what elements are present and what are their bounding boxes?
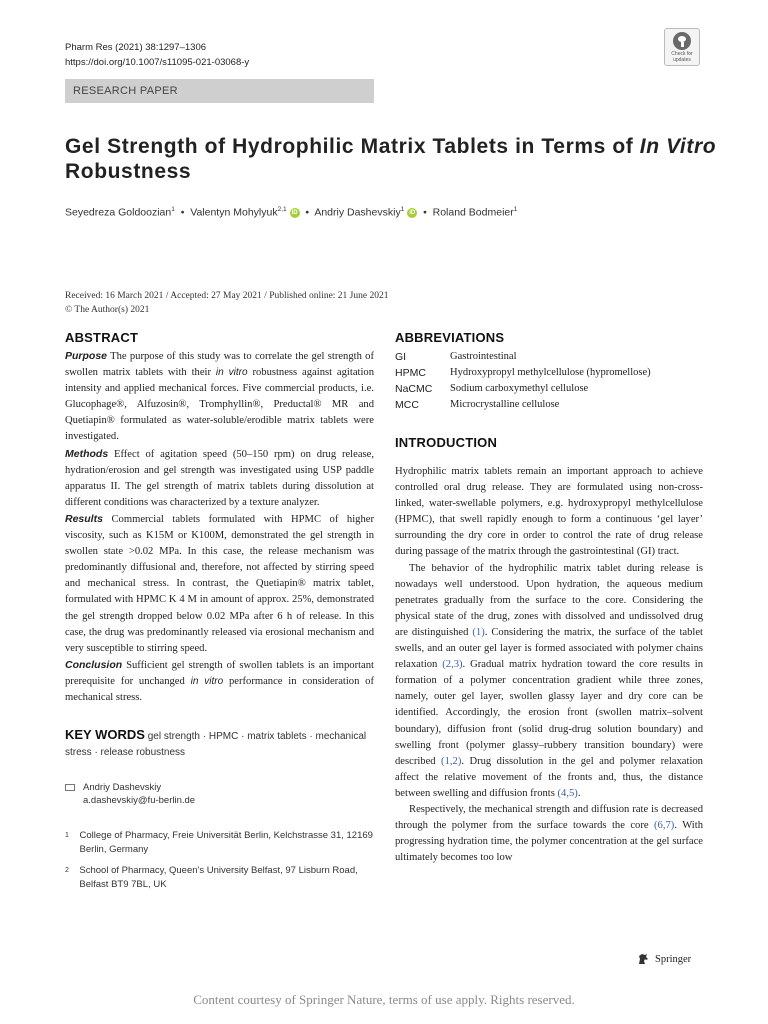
check-for-updates-label: Check for updates: [671, 51, 693, 63]
introduction-section: [395, 435, 703, 866]
abbreviation-row: HPMC Hydroxypropyl methylcellulose (hypromellose): [395, 367, 651, 379]
check-for-updates-badge[interactable]: [664, 28, 700, 66]
paper-title: [65, 134, 725, 184]
author-name[interactable]: Roland Bodmeier: [432, 206, 514, 219]
citation-link[interactable]: (1,2): [441, 755, 462, 767]
author-affil-sup: 1: [400, 206, 405, 213]
dates-line: Received: 16 March 2021 / Accepted: 27 May 2021 / Published online: 21 June 2021: [65, 291, 389, 301]
author-list: Seyedreza Goldoozian$^1$ • Valentyn Mohylyuk$^{2,1}$ iD • Andriy Dashevskiy$^1$ iD • Roland Bodmeier$^1$: [65, 206, 518, 219]
abstract-purpose: Purpose The purpose of this study was to correlate the gel strength of swollen matrix tablets with their in vitro robustness against agitation intensity and applied mechanical forces. Five commercial products, i.e. Glucophage®, Alfuzosin®, Tromphyllin®, Preductal® MR and Quetiapin® formulated as water-soluble/erodible matrix tablets were investigated.: [65, 350, 375, 443]
crossmark-icon: [673, 32, 691, 50]
abbreviation-row: MCC Microcrystalline cellulose: [395, 399, 560, 411]
intro-paragraph: Respectively, the mechanical strength and diffusion rate is decreased through the polymer from the surface towards the core (6,7). With progressing hydration time, the polymer concentration at the gel surface ultimately becomes too low: [395, 803, 703, 864]
title-part2: Robustness: [65, 160, 192, 183]
intro-paragraph: The behavior of the hydrophilic matrix tablet during release is nowadays well understood. Upon hydration, the aqueous medium penetrates gradually from the surface to the core. Considering the physical state of the drug, zones with dissolved and undissolved drug are distinguished (1). Considering the matrix, the surface of the tablet swells, and an outer gel layer is formed associated with polymer chains relaxation (2,3). Gradual matrix hydration toward the core results in formation of a polymer concentration gradient while three zones, namely, outer gel layer, swollen glassy layer and dry core can be identified. Accordingly, the erosion front (swollen matrix–solvent boundary), diffusion front (solid drug-drug solution boundary) and swelling front (polymer glassy–rubbery transition boundary) were described (1,2). Drug dissolution in the gel and polymer relaxation affect the relative movement of the fronts and, thus, the distance between swelling and diffusion fronts (4,5).: [395, 562, 703, 799]
copyright-line: © The Author(s) 2021: [65, 305, 150, 315]
journal-header: [65, 40, 249, 70]
author-name[interactable]: Valentyn Mohylyuk: [190, 206, 278, 219]
affiliation-text: School of Pharmacy, Queen's University Belfast, 97 Lisburn Road, Belfast BT9 7BL, UK: [79, 865, 358, 890]
author-affil-sup: 1: [513, 206, 518, 213]
citation-link[interactable]: (1): [472, 626, 485, 638]
affiliation-text: College of Pharmacy, Freie Universität Berlin, Kelchstrasse 31, 12169 Berlin, Germany: [79, 830, 373, 855]
citation-link[interactable]: (2,3): [442, 659, 463, 671]
publisher-name: Springer: [655, 953, 692, 965]
author-affil-sup: 1: [171, 206, 175, 213]
abstract-methods: Methods Effect of agitation speed (50–150 rpm) on drug release, hydration/erosion and gel strength was investigated using USP paddle apparatus II. The gel strength of matrix tablets during dissolution at different conditions was characterized by a texture analyzer.: [65, 447, 374, 508]
introduction-heading: INTRODUCTION: [395, 435, 498, 450]
author-affil-sup: 2,1: [277, 206, 287, 213]
journal-citation: Pharm Res (2021) 38:1297–1306: [65, 42, 207, 53]
springer-horse-icon: [636, 952, 650, 966]
envelope-icon: [65, 784, 75, 791]
abbreviation-row: GI Gastrointestinal: [395, 351, 517, 363]
intro-paragraph: Hydrophilic matrix tablets remain an important approach to achieve controlled oral drug release. They are formulated using non-cross-linked, water-swellable polymers, e.g. hydroxypropyl methylcellulose (HPMC), that swell rapidly enough to form a continuous ‘gel layer’ surrounding the dry core in order to control the rate of drug release during passage of the matrix through the gastrointestinal (GI) tract.: [395, 466, 703, 558]
abstract-conclusion: Conclusion Sufficient gel strength of swollen tablets is an important prerequisite for unchanged in vitro performance in consideration of mechanical stress.: [65, 658, 374, 703]
abstract-heading: ABSTRACT: [65, 330, 139, 345]
keywords-section: [65, 727, 374, 761]
article-type-banner: RESEARCH PAPER: [65, 79, 374, 103]
affiliation-number: 1: [65, 832, 69, 840]
affiliation: [65, 864, 374, 891]
publisher-logo: [636, 952, 691, 966]
abbreviations-section: [395, 330, 703, 413]
citation-link[interactable]: (4,5): [557, 787, 578, 799]
abstract-results: Results Commercial tablets formulated with HPMC of higher viscosity, such as K15M or K100M, demonstrated the gel strength in swollen state >0.02 MPa. In this case, the release mechanism was predominantly diffusional and, therefore, not affected by stirring speed and mechanical stress. In contrast, the Quetiapin® matrix tablet, formulated with HPMC K 4 M in amount of approx. 25%, demonstrated the gel strength dropped below 0.02 MPa after 6 h of release. In this case, the drug was predominantly released via erosional mechanism and very susceptible to stirring speed.: [65, 512, 374, 654]
footer-notice: Content courtesy of Springer Nature, terms of use apply. Rights reserved.: [193, 992, 575, 1007]
correspondence: [65, 781, 374, 807]
citation-link[interactable]: (6,7): [654, 820, 675, 832]
title-part1: Gel Strength of Hydrophilic Matrix Tablets in Terms of: [65, 135, 640, 158]
abstract-section: [65, 330, 374, 706]
email-link[interactable]: a.dashevskiy@fu-berlin.de: [83, 795, 196, 807]
title-italic: In Vitro: [639, 135, 717, 158]
orcid-icon[interactable]: iD: [409, 209, 416, 216]
keywords-heading: KEY WORDS: [65, 727, 145, 743]
affiliation: [65, 829, 374, 856]
affiliation-number: 2: [65, 867, 69, 875]
publication-dates: [65, 289, 388, 317]
author-name[interactable]: Andriy Dashevskiy: [314, 206, 401, 219]
abbreviations-heading: ABBREVIATIONS: [395, 330, 505, 345]
author-name[interactable]: Seyedreza Goldoozian: [65, 206, 172, 219]
abbreviation-row: NaCMC Sodium carboxymethyl cellulose: [395, 383, 589, 395]
keywords-list: gel strength · HPMC · matrix tablets · mechanical stress · release robustness: [65, 731, 367, 759]
orcid-icon[interactable]: iD: [291, 209, 298, 216]
corresponding-author: Andriy Dashevskiy: [83, 782, 162, 794]
doi-link[interactable]: https://doi.org/10.1007/s11095-021-03068-y: [65, 57, 250, 68]
